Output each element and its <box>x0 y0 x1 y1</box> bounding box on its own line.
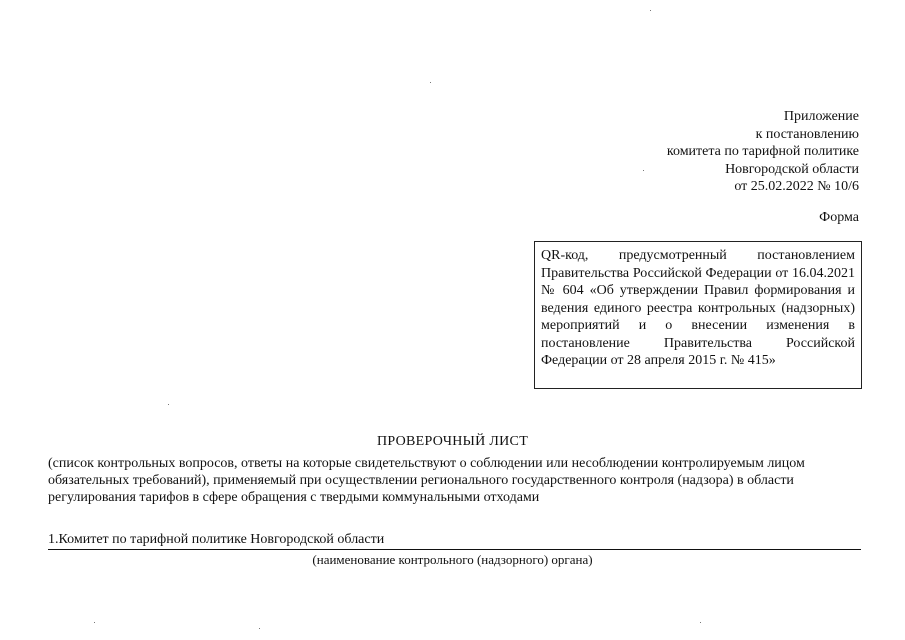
scan-speck <box>650 10 651 11</box>
document-subtitle: (список контрольных вопросов, ответы на которые свидетельствуют о соблюдении или несоблюдении контролируемым лицом обязательных требований), применяемый при осуществлении регионального государственного контроля (надзора) в области регулирования тарифов в сфере обращения с твердыми коммунальными отходами <box>48 456 805 505</box>
forma-label: Форма <box>819 210 859 225</box>
item-1-caption: (наименование контрольного (надзорного) органа) <box>312 552 593 567</box>
appendix-line-4: Новгородской области <box>725 161 859 177</box>
scan-speck <box>700 622 701 623</box>
document-title: ПРОВЕРОЧНЫЙ ЛИСТ <box>376 434 529 449</box>
appendix-line-3: комитета по тарифной политике <box>666 144 859 160</box>
appendix-line-2: к постановлению <box>755 126 859 142</box>
qr-code-box: QR-код, предусмотренный постановлением Правительства Российской Федерации от 16.04.2021 № 604 «Об утверждении Правил формирования и ведения единого реестра контрольных (надзорных) мероприятий и о внесении изменения в постановление Правительства Российской Федерации от 28 апреля 2015 г. № 415» <box>534 241 862 389</box>
scan-speck <box>94 622 95 623</box>
scan-speck <box>643 170 644 171</box>
item-1-control-body: 1.Комитет по тарифной политике Новгородской области <box>48 532 861 550</box>
appendix-line-1: Приложение <box>783 109 859 124</box>
scan-speck <box>430 82 431 83</box>
scan-speck <box>168 404 169 405</box>
scan-speck <box>259 628 260 629</box>
appendix-line-5: от 25.02.2022 № 10/6 <box>734 179 859 195</box>
appendix-block <box>667 108 859 196</box>
